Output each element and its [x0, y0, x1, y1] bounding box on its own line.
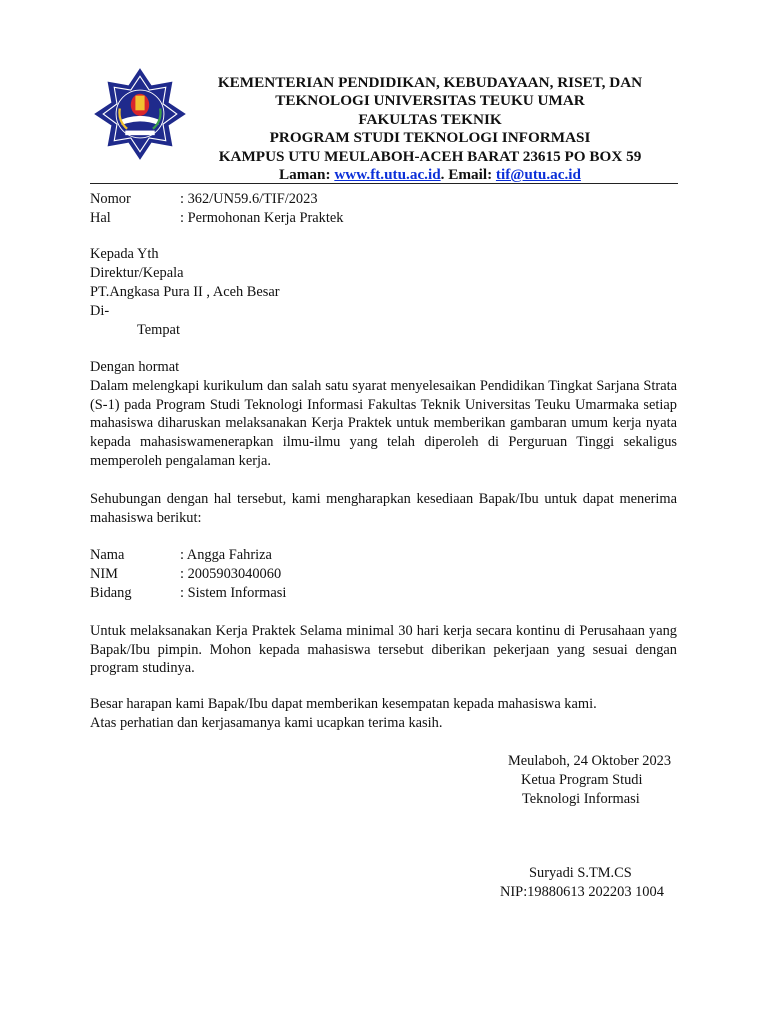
signature-nip: NIP:19880613 202203 1004: [500, 884, 664, 900]
recipient-line-4: Di-: [90, 303, 110, 319]
greeting: Dengan hormat: [90, 359, 180, 375]
letterhead-address: KAMPUS UTU MEULABOH-ACEH BARAT 23615 PO BOX 59: [218, 147, 642, 165]
letterhead-contact: [180, 166, 680, 184]
recipient-line-2: Direktur/Kepala: [90, 265, 184, 281]
nama-label: Nama: [90, 547, 125, 563]
bidang-label: Bidang: [90, 585, 132, 601]
nomor-value: : 362/UN59.6/TIF/2023: [180, 191, 318, 207]
email-link[interactable]: tif@utu.ac.id: [495, 166, 581, 184]
recipient-line-1: Kepada Yth: [90, 246, 159, 262]
bidang-value: : Sistem Informasi: [180, 585, 287, 601]
university-logo: [94, 68, 186, 160]
website-link[interactable]: www.ft.utu.ac.id: [334, 166, 441, 184]
recipient-line-5: Tempat: [137, 322, 180, 338]
nomor-label: Nomor: [90, 191, 131, 207]
letterhead-ministry: KEMENTERIAN PENDIDIKAN, KEBUDAYAAN, RISET, DAN: [217, 74, 643, 91]
email-label: . Email:: [440, 166, 496, 184]
paragraph-4a: Besar harapan kami Bapak/Ibu dapat memberikan kesempatan kepada mahasiswa kami.: [90, 696, 597, 712]
letterhead-divider: [90, 183, 678, 184]
hal-value: : Permohonan Kerja Praktek: [180, 210, 344, 226]
signature-role-2: Teknologi Informasi: [522, 791, 640, 807]
paragraph-2: Sehubungan dengan hal tersebut, kami mengharapkan kesediaan Bapak/Ibu untuk dapat menerima mahasiswa berikut:: [90, 491, 677, 526]
hal-label: Hal: [90, 210, 111, 226]
laman-label: Laman:: [279, 166, 335, 184]
recipient-line-3: PT.Angkasa Pura II , Aceh Besar: [90, 284, 280, 300]
signature-place-date: Meulaboh, 24 Oktober 2023: [508, 753, 672, 769]
letterhead-faculty: FAKULTAS TEKNIK: [358, 110, 502, 128]
paragraph-1: Dalam melengkapi kurikulum dan salah satu syarat menyelesaikan Pendidikan Tingkat Sarjana Strata (S-1) pada Program Studi Teknologi Informasi Fakultas Teknik Universitas Teuku Umarmaka setiap mahasiswa diharuskan melaksanakan Kerja Praktek untuk memberikan gambaran umum kerja nyata kepada mahasiswamenerapkan ilmu-ilmu yang telah diperoleh di Perguruan Tinggi sekaligus memperoleh pengalaman kerja.: [90, 378, 677, 469]
nim-value: : 2005903040060: [180, 566, 282, 582]
signature-role-1: Ketua Program Studi: [521, 772, 643, 788]
letterhead-university: TEKNOLOGI UNIVERSITAS TEUKU UMAR: [275, 92, 585, 110]
signature-name: Suryadi S.TM.CS: [529, 865, 632, 881]
nim-label: NIM: [90, 566, 118, 582]
paragraph-4b: Atas perhatian dan kerjasamanya kami ucapkan terima kasih.: [90, 715, 443, 731]
letterhead-program: PROGRAM STUDI TEKNOLOGI INFORMASI: [269, 129, 591, 147]
letterhead: [180, 74, 680, 184]
paragraph-3: Untuk melaksanakan Kerja Praktek Selama minimal 30 hari kerja secara kontinu di Perusahaan yang Bapak/Ibu pimpin. Mohon kepada mahasiswa tersebut diberikan pekerjaan yang sesuai dengan program studinya.: [90, 623, 677, 677]
nama-value: : Angga Fahriza: [180, 547, 272, 563]
